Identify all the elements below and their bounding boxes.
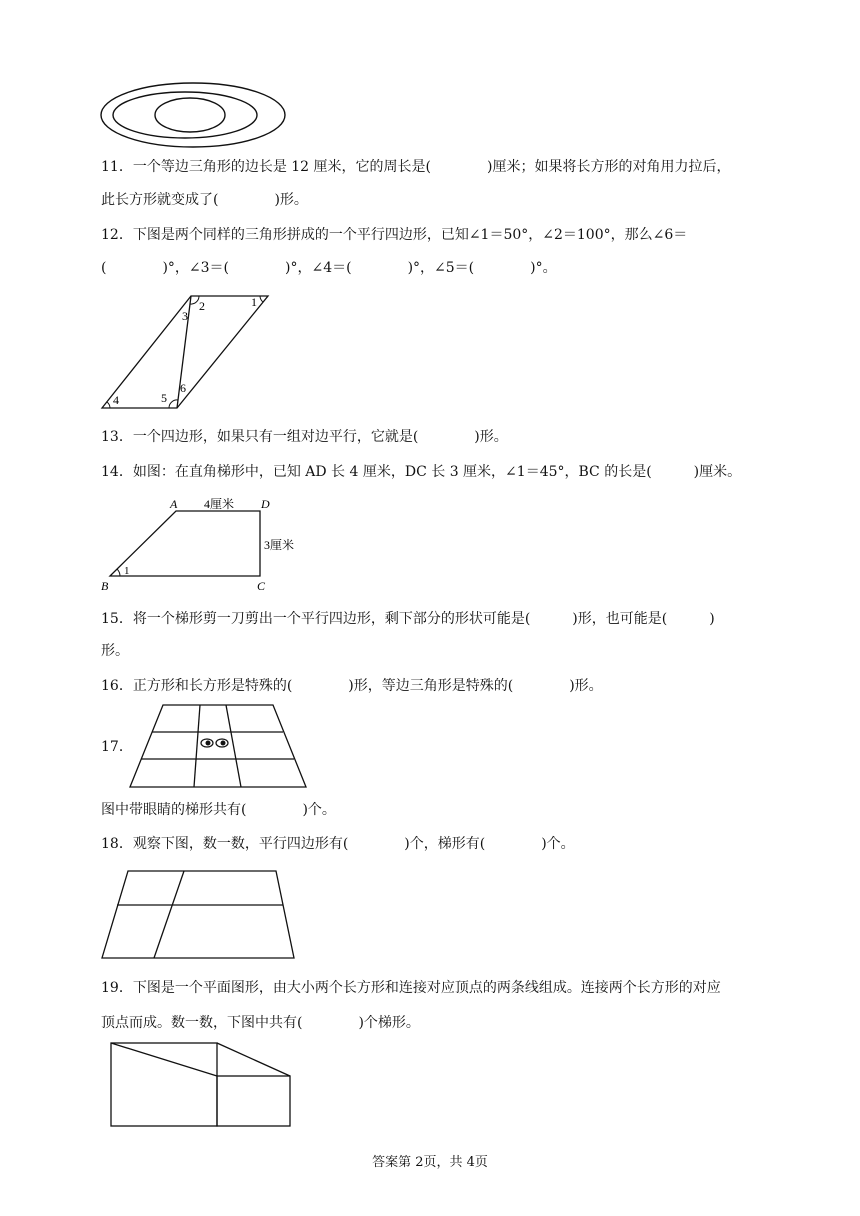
q19-line1: 19．下图是一个平面图形，由大小两个长方形和连接对应顶点的两条线组成。连接两个长方形的对应 [101, 980, 721, 996]
parallelogram-figure [98, 292, 274, 412]
trapezoid-outline [102, 871, 294, 958]
q16: 16．正方形和长方形是特殊的( )形，等边三角形是特殊的( )形。 [101, 678, 603, 694]
grid-vertical-line [226, 705, 241, 787]
angle-arc [107, 402, 110, 408]
angle-arc [260, 296, 263, 302]
q18: 18．观察下图，数一数，平行四边形有( )个，梯形有( )个。 [101, 836, 575, 852]
inner-ellipse [155, 98, 225, 132]
angle-label-2: 2 [199, 299, 205, 313]
q13: 13．一个四边形，如果只有一组对边平行，它就是( )形。 [101, 429, 508, 445]
two-rectangles-figure [108, 1040, 294, 1130]
small-rectangle [217, 1076, 290, 1126]
right-trapezoid-figure [98, 494, 308, 594]
q14: 14．如图：在直角梯形中，已知 AD 长 4 厘米，DC 长 3 厘米，∠1＝45°，BC 的长是( )厘米。 [101, 464, 742, 480]
grid-vertical-line [194, 705, 200, 787]
large-rectangle [111, 1043, 217, 1126]
nested-ellipses-figure [98, 80, 288, 150]
q11-line1: 11．一个等边三角形的边长是 12 厘米，它的周长是( )厘米；如果将长方形的对角用力拉后， [101, 159, 731, 175]
q19-line2: 顶点而成。数一数，下图中共有( )个梯形。 [101, 1015, 420, 1031]
angle-arc [117, 569, 120, 576]
vertex-label-b: B [101, 579, 109, 593]
angle-label-4: 4 [113, 393, 119, 407]
trapezoid-grid-figure [128, 702, 310, 792]
right-length-label: 3厘米 [264, 538, 295, 552]
page-footer: 答案第 2页，共 4页 [372, 1155, 488, 1170]
q11-line2: 此长方形就变成了( )形。 [101, 192, 308, 208]
trapezoid-division-figure [98, 868, 298, 962]
division-slanted-line [154, 871, 184, 958]
q17-text: 图中带眼睛的梯形共有( )个。 [101, 802, 336, 818]
vertex-label-a: A [170, 497, 178, 511]
q15-line1: 15．将一个梯形剪一刀剪出一个平行四边形，剩下部分的形状可能是( )形，也可能是( ) [101, 611, 715, 627]
angle-label-3: 3 [182, 309, 188, 323]
vertex-label-d: D [261, 497, 270, 511]
eyes-icon [201, 739, 228, 747]
connecting-line [111, 1043, 217, 1076]
angle-label-6: 6 [180, 381, 186, 395]
angle-label-1: 1 [124, 565, 130, 577]
angle-label-1: 1 [251, 295, 257, 309]
connecting-line [217, 1043, 290, 1076]
trapezoid-outline [110, 511, 260, 576]
middle-ellipse [113, 92, 257, 138]
q15-line2: 形。 [101, 643, 129, 659]
angle-label-5: 5 [161, 391, 167, 405]
q12-line1: 12．下图是两个同样的三角形拼成的一个平行四边形，已知∠1＝50°，∠2＝100°，那么∠6＝ [101, 227, 688, 243]
top-length-label: 4厘米 [204, 497, 235, 511]
vertex-label-c: C [257, 579, 266, 593]
q12-line2: ( )°，∠3＝( )°，∠4＝( )°，∠5＝( )°。 [101, 260, 557, 276]
q17-number: 17． [101, 739, 133, 755]
